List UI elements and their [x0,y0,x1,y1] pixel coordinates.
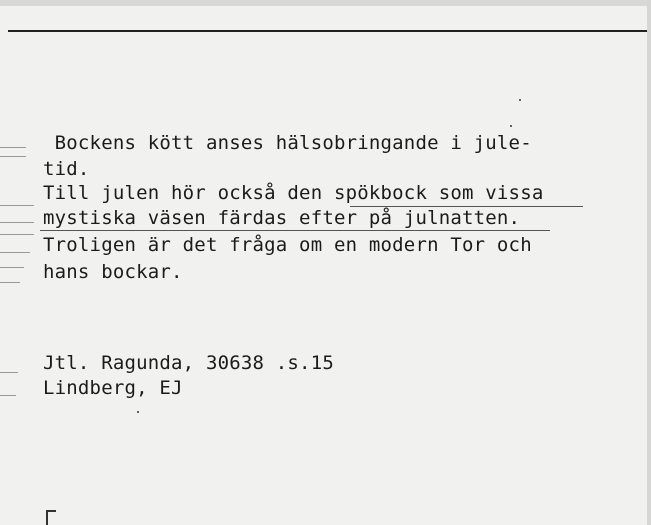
body-line: Till julen hör också den spökbock som vissa [43,182,544,204]
body-line: hans bockar. [43,261,183,283]
body-line: Troligen är det fråga om en modern Tor och [43,234,532,256]
margin-mark [0,147,26,148]
top-rule-line [8,30,651,32]
ink-speck [519,99,521,101]
card-top-edge [0,0,651,6]
margin-mark [0,267,24,268]
corner-mark [46,510,56,525]
margin-mark [0,372,18,373]
text-underline [40,230,550,231]
ink-speck [137,411,139,413]
margin-mark [0,222,34,223]
body-line: tid. [43,158,90,180]
margin-mark [0,156,26,157]
margin-mark [0,395,16,396]
card-right-edge [647,0,651,525]
margin-mark [0,252,30,253]
source-line: Jtl. Ragunda, 30638 .s.15 [43,352,334,374]
ink-speck [510,125,512,127]
body-line: mystiska väsen färdas efter på julnatten. [43,207,521,229]
informant-line: Lindberg, EJ [43,377,183,399]
margin-mark [0,282,20,283]
body-line: Bockens kött anses hälsobringande i jule- [43,132,532,154]
margin-mark [0,234,34,235]
text-underline [350,206,583,207]
margin-mark [0,205,34,206]
